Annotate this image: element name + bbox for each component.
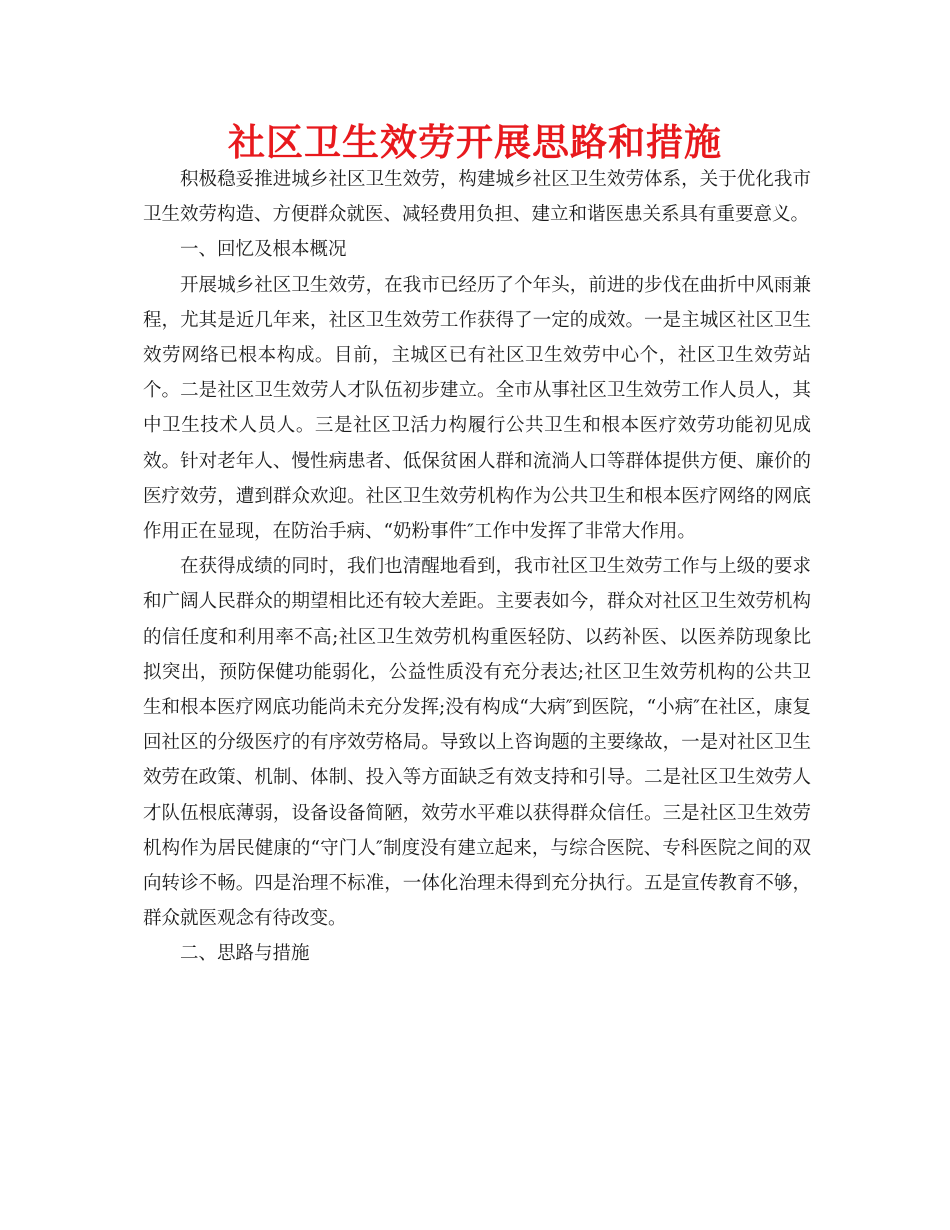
achievements-paragraph: 开展城乡社区卫生效劳，在我市已经历了个年头，前进的步伐在曲折中风雨兼程，尤其是近几年来，社区卫生效劳工作获得了一定的成效。一是主城区社区卫生效劳网络已根本构成。目前，主城区已有社区卫生效劳中心个，社区卫生效劳站个。二是社区卫生效劳人才队伍初步建立。全市从事社区卫生效劳工作人员人，其中卫生技术人员人。三是社区卫活力构履行公共卫生和根本医疗效劳功能初见成效。针对老年人、慢性病患者、低保贫困人群和流淌人口等群体提供方便、廉价的医疗效劳，遭到群众欢迎。社区卫生效劳机构作为公共卫生和根本医疗网络的网底作用正在显现，在防治手病、“奶粉事件″工作中发挥了非常大作用。 bbox=[143, 274, 811, 543]
problems-paragraph: 在获得成绩的同时，我们也清醒地看到，我市社区卫生效劳工作与上级的要求和广阔人民群众的期望相比还有较大差距。主要表如今，群众对社区卫生效劳机构的信任度和利用率不高;社区卫生效劳机构重医轻防、以药补医、以医养防现象比拟突出，预防保健功能弱化，公益性质没有充分表达;社区卫生效劳机构的公共卫生和根本医疗网底功能尚未充分发挥;没有构成“大病″到医院，“小病″在社区，康复回社区的分级医疗的有序效劳格局。导致以上咨询题的主要缘故，一是对社区卫生效劳在政策、机制、体制、投入等方面缺乏有效支持和引导。二是社区卫生效劳人才队伍根底薄弱，设备设备简陋，效劳水平难以获得群众信任。三是社区卫生效劳机构作为居民健康的“守门人″制度没有建立起来，与综合医院、专科医院之间的双向转诊不畅。四是治理不标准，一体化治理未得到充分执行。五是宣传教育不够，群众就医观念有待改变。 bbox=[143, 556, 811, 930]
section-heading-measures: 二、思路与措施 bbox=[180, 943, 310, 965]
section-heading-review: 一、回忆及根本概况 bbox=[180, 239, 347, 261]
intro-paragraph: 积极稳妥推进城乡社区卫生效劳，构建城乡社区卫生效劳体系，关于优化我市卫生效劳构造、方便群众就医、减轻费用负担、建立和谐医患关系具有重要意义。 bbox=[143, 169, 811, 226]
document-body bbox=[143, 162, 811, 972]
document-title: 社区卫生效劳开展思路和措施 bbox=[228, 121, 722, 164]
